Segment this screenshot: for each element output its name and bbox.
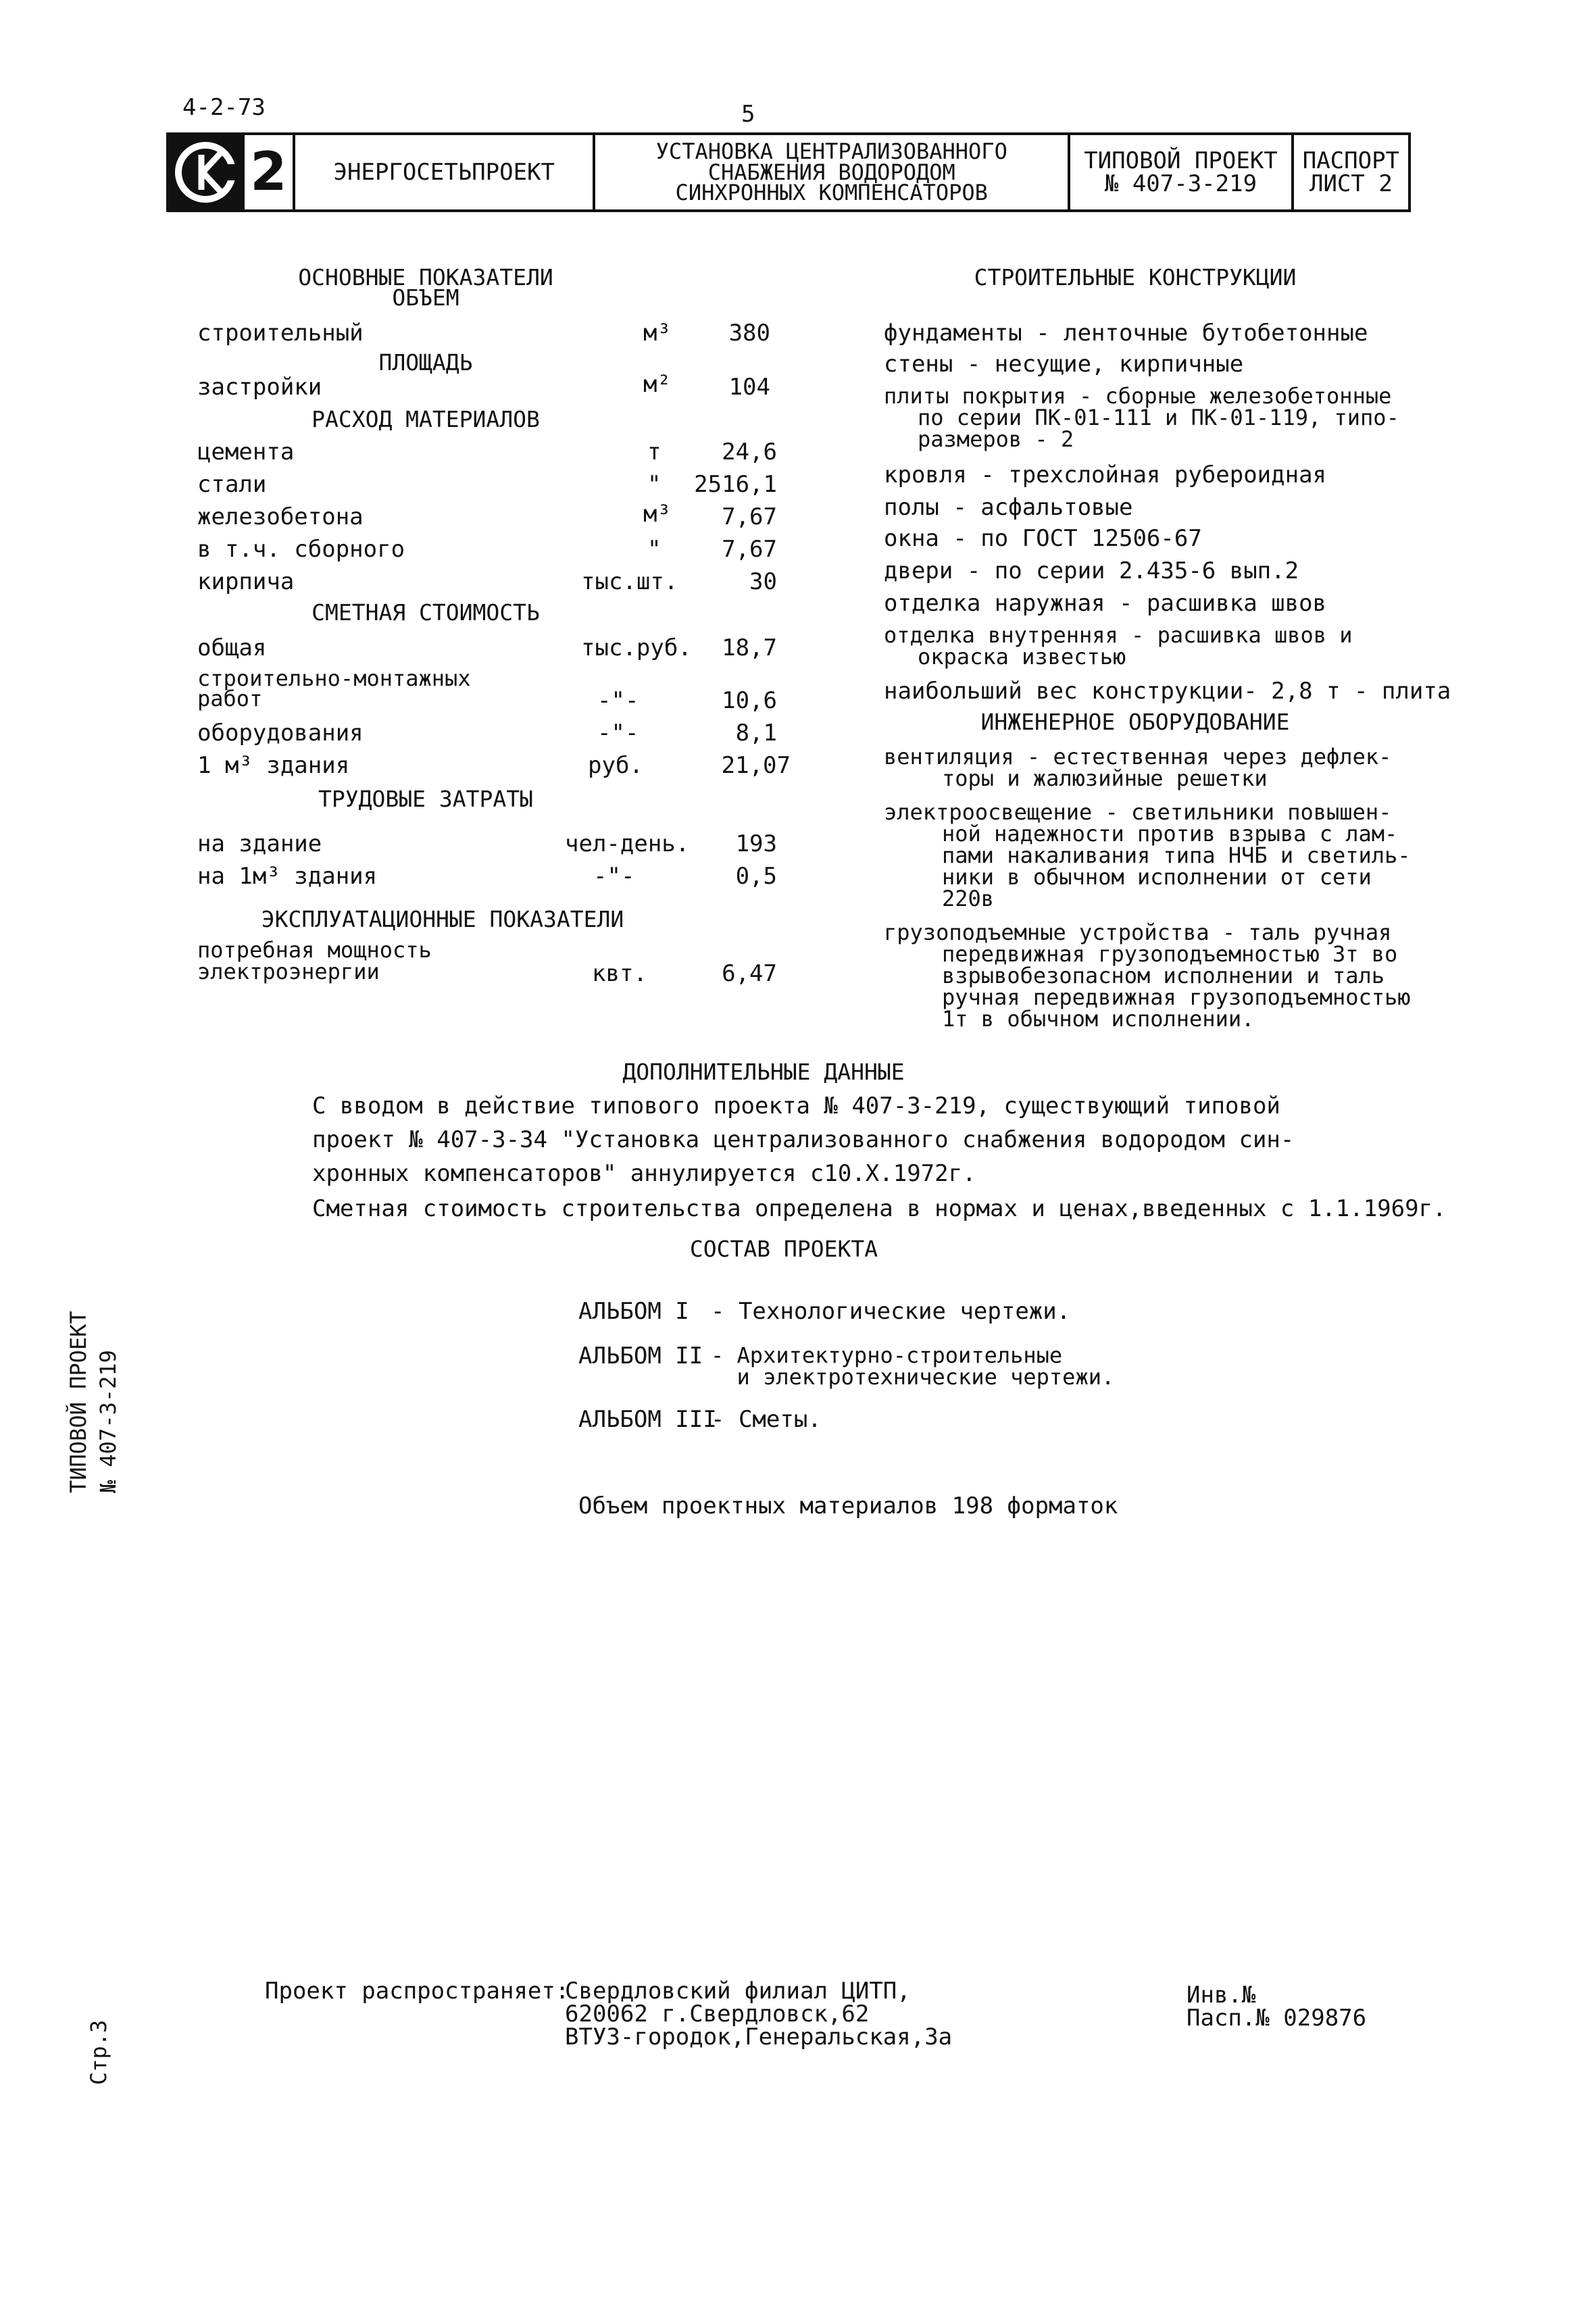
- row-label: стали: [197, 471, 267, 498]
- materials-volume-note: Объем проектных материалов 198 форматок: [578, 1492, 1118, 1519]
- side-stamp: [64, 1311, 123, 1493]
- project-title: [595, 135, 1070, 209]
- album-description: - Сметы.: [711, 1406, 822, 1433]
- inventory-number-label: Инв.№: [1187, 1982, 1256, 2009]
- row-label: строительный: [197, 320, 364, 347]
- row-label: железобетона: [197, 503, 364, 530]
- row-value: 7,67: [722, 536, 777, 563]
- row-label: на 1м³ здания: [197, 863, 378, 890]
- row-value: 104: [728, 374, 770, 401]
- distributor-line: ВТУЗ-городок,Генеральская,3а: [565, 2023, 953, 2051]
- row-unit: квт.: [592, 960, 647, 987]
- additional-line: Сметная стоимость строительства определена в нормах и ценах,введенных с 1.1.1969г.: [312, 1195, 1447, 1222]
- engineering-item: 1т в обычном исполнении.: [942, 1006, 1255, 1032]
- sk-logo-icon: [172, 139, 239, 206]
- construction-item: наибольший вес конструкции- 2,8 т - плита: [884, 678, 1451, 705]
- side-page-label: Стр.3: [86, 2019, 111, 2085]
- sheet-cell: [1294, 135, 1408, 209]
- engineering-item: вентиляция - естественная через дефлек-: [884, 744, 1392, 770]
- album-description: - Архитектурно-строительные: [711, 1342, 1063, 1368]
- row-unit: -"-: [597, 720, 639, 747]
- volume-heading: ОБЪЕМ: [392, 284, 459, 311]
- page-number: 5: [741, 101, 755, 128]
- row-label: застройки: [197, 374, 322, 401]
- project-title-line: СИНХРОННЫХ КОМПЕНСАТОРОВ: [675, 180, 988, 206]
- engineering-item: грузоподъемные устройства - таль ручная: [884, 920, 1392, 945]
- construction-item: двери - по серии 2.435-6 вып.2: [884, 557, 1299, 584]
- engineering-item: электроосвещение - светильники повышен-: [884, 799, 1392, 825]
- additional-line: хронных компенсаторов" аннулируется с10.X.1972г.: [312, 1160, 976, 1187]
- row-unit: т: [647, 438, 662, 466]
- engineering-item: пами накаливания типа НЧБ и светиль-: [942, 842, 1411, 868]
- project-type-label: ТИПОВОЙ ПРОЕКТ: [1084, 147, 1278, 174]
- engineering-item: торы и жалюзийные решетки: [942, 765, 1268, 791]
- labor-heading: ТРУДОВЫЕ ЗАТРАТЫ: [318, 786, 533, 812]
- row-unit: м³: [643, 320, 671, 347]
- construction-item: плиты покрытия - сборные железобетонные: [884, 383, 1392, 409]
- series-number: 2: [245, 135, 296, 209]
- operation-heading: ЭКСПЛУАТАЦИОННЫЕ ПОКАЗАТЕЛИ: [261, 906, 624, 932]
- row-label: потребная мощность: [197, 937, 432, 963]
- row-label: строительно-монтажных: [197, 665, 471, 691]
- construction-item: полы - асфальтовые: [884, 494, 1133, 521]
- row-value: 193: [735, 830, 777, 857]
- row-label: общая: [197, 634, 267, 661]
- area-heading: ПЛОЩАДЬ: [378, 349, 473, 376]
- row-unit: ": [647, 536, 662, 563]
- title-block: [166, 132, 1411, 212]
- album-name: АЛЬБОМ III: [578, 1406, 717, 1433]
- row-label: цемента: [197, 438, 295, 466]
- construction-item: по серии ПК-01-111 и ПК-01-119, типо-: [918, 405, 1399, 430]
- row-label: электроэнергии: [197, 959, 380, 984]
- construction-item: стены - несущие, кирпичные: [884, 351, 1244, 378]
- indicators-heading: ОСНОВНЫЕ ПОКАЗАТЕЛИ: [298, 264, 553, 291]
- document-type-label: ПАСПОРТ: [1302, 147, 1400, 174]
- project-title-line: СНАБЖЕНИЯ ВОДОРОДОМ: [707, 159, 955, 185]
- row-value: 8,1: [735, 720, 777, 747]
- logo-cell: [169, 135, 245, 209]
- album-name: АЛЬБОМ II: [578, 1342, 703, 1369]
- row-value: 2516,1: [694, 471, 777, 498]
- distributor-label: Проект распространяет:: [265, 1978, 570, 2005]
- materials-heading: РАСХОД МАТЕРИАЛОВ: [311, 406, 540, 432]
- row-label: кирпича: [197, 568, 295, 595]
- construction-item: отделка внутренняя - расшивка швов и: [884, 622, 1353, 648]
- passport-number: Пасп.№ 029876: [1187, 2005, 1367, 2032]
- additional-line: проект № 407-3-34 "Установка централизованного снабжения водородом син-: [312, 1126, 1295, 1153]
- distributor-line: 620062 г.Свердловск,62: [565, 2001, 870, 2028]
- row-value: 380: [728, 320, 770, 347]
- row-value: 30: [749, 568, 777, 595]
- project-number-cell: [1070, 135, 1294, 209]
- additional-heading: ДОПОЛНИТЕЛЬНЫЕ ДАННЫЕ: [622, 1059, 905, 1085]
- engineering-heading: ИНЖЕНЕРНОЕ ОБОРУДОВАНИЕ: [980, 709, 1290, 735]
- additional-line: С вводом в действие типового проекта № 407-3-219, существующий типовой: [312, 1092, 1280, 1120]
- row-label: 1 м³ здания: [197, 752, 350, 779]
- organization-name: ЭНЕРГОСЕТЬПРОЕКТ: [295, 135, 595, 209]
- row-unit: тыс.руб.: [581, 634, 692, 661]
- construction-item: отделка наружная - расшивка швов: [884, 590, 1327, 617]
- row-unit: -"-: [597, 687, 639, 714]
- row-unit: руб.: [588, 752, 643, 779]
- row-value: 24,6: [722, 438, 777, 466]
- row-value: 21,07: [721, 752, 791, 779]
- distributor-line: Свердловский филиал ЦИТП,: [565, 1978, 911, 2005]
- construction-item: окраска известью: [918, 644, 1126, 670]
- project-title-line: УСТАНОВКА ЦЕНТРАЛИЗОВАННОГО: [655, 139, 1007, 165]
- row-unit: чел-день.: [565, 830, 690, 857]
- album-description: - Технологические чертежи.: [711, 1298, 1071, 1325]
- row-value: 6,47: [722, 960, 777, 987]
- row-label: оборудования: [197, 720, 364, 747]
- row-value: 10,6: [722, 687, 777, 714]
- row-unit: -"-: [593, 863, 635, 890]
- engineering-item: ники в обычном исполнении от сети: [942, 864, 1372, 890]
- engineering-item: взрывобезопасном исполнении и таль: [942, 963, 1385, 988]
- engineering-item: ручная передвижная грузоподъемностью: [942, 984, 1411, 1010]
- row-value: 7,67: [722, 503, 777, 530]
- row-label: на здание: [197, 830, 322, 857]
- row-label: работ: [197, 686, 263, 711]
- row-unit: м²: [643, 371, 671, 398]
- side-stamp-line: ТИПОВОЙ ПРОЕКТ: [66, 1311, 91, 1493]
- composition-heading: СОСТАВ ПРОЕКТА: [689, 1236, 878, 1262]
- construction-item: фундаменты - ленточные бутобетонные: [884, 320, 1368, 347]
- cost-heading: СМЕТНАЯ СТОИМОСТЬ: [311, 599, 540, 626]
- row-unit: м³: [643, 501, 671, 528]
- side-stamp-line: № 407-3-219: [95, 1350, 121, 1493]
- row-unit: ": [647, 471, 662, 498]
- project-number: № 407-3-219: [1104, 170, 1257, 197]
- row-value: 0,5: [735, 863, 777, 890]
- album-name: АЛЬБОМ I: [578, 1298, 689, 1325]
- engineering-item: передвижная грузоподъемностью 3т во: [942, 941, 1398, 967]
- construction-item: кровля - трехслойная рубероидная: [884, 461, 1327, 488]
- engineering-item: 220в: [942, 886, 995, 911]
- constructions-heading: СТРОИТЕЛЬНЫЕ КОНСТРУКЦИИ: [974, 264, 1297, 291]
- row-label: в т.ч. сборного: [197, 536, 405, 563]
- construction-item: размеров - 2: [918, 426, 1074, 452]
- engineering-item: ной надежности против взрыва с лам-: [942, 821, 1398, 847]
- album-description: и электротехнические чертежи.: [711, 1364, 1115, 1390]
- sheet-number: ЛИСТ 2: [1309, 170, 1393, 197]
- row-unit: тыс.шт.: [581, 568, 678, 595]
- page-code: 4-2-73: [182, 94, 266, 121]
- construction-item: окна - по ГОСТ 12506-67: [884, 525, 1202, 552]
- row-value: 18,7: [722, 634, 777, 661]
